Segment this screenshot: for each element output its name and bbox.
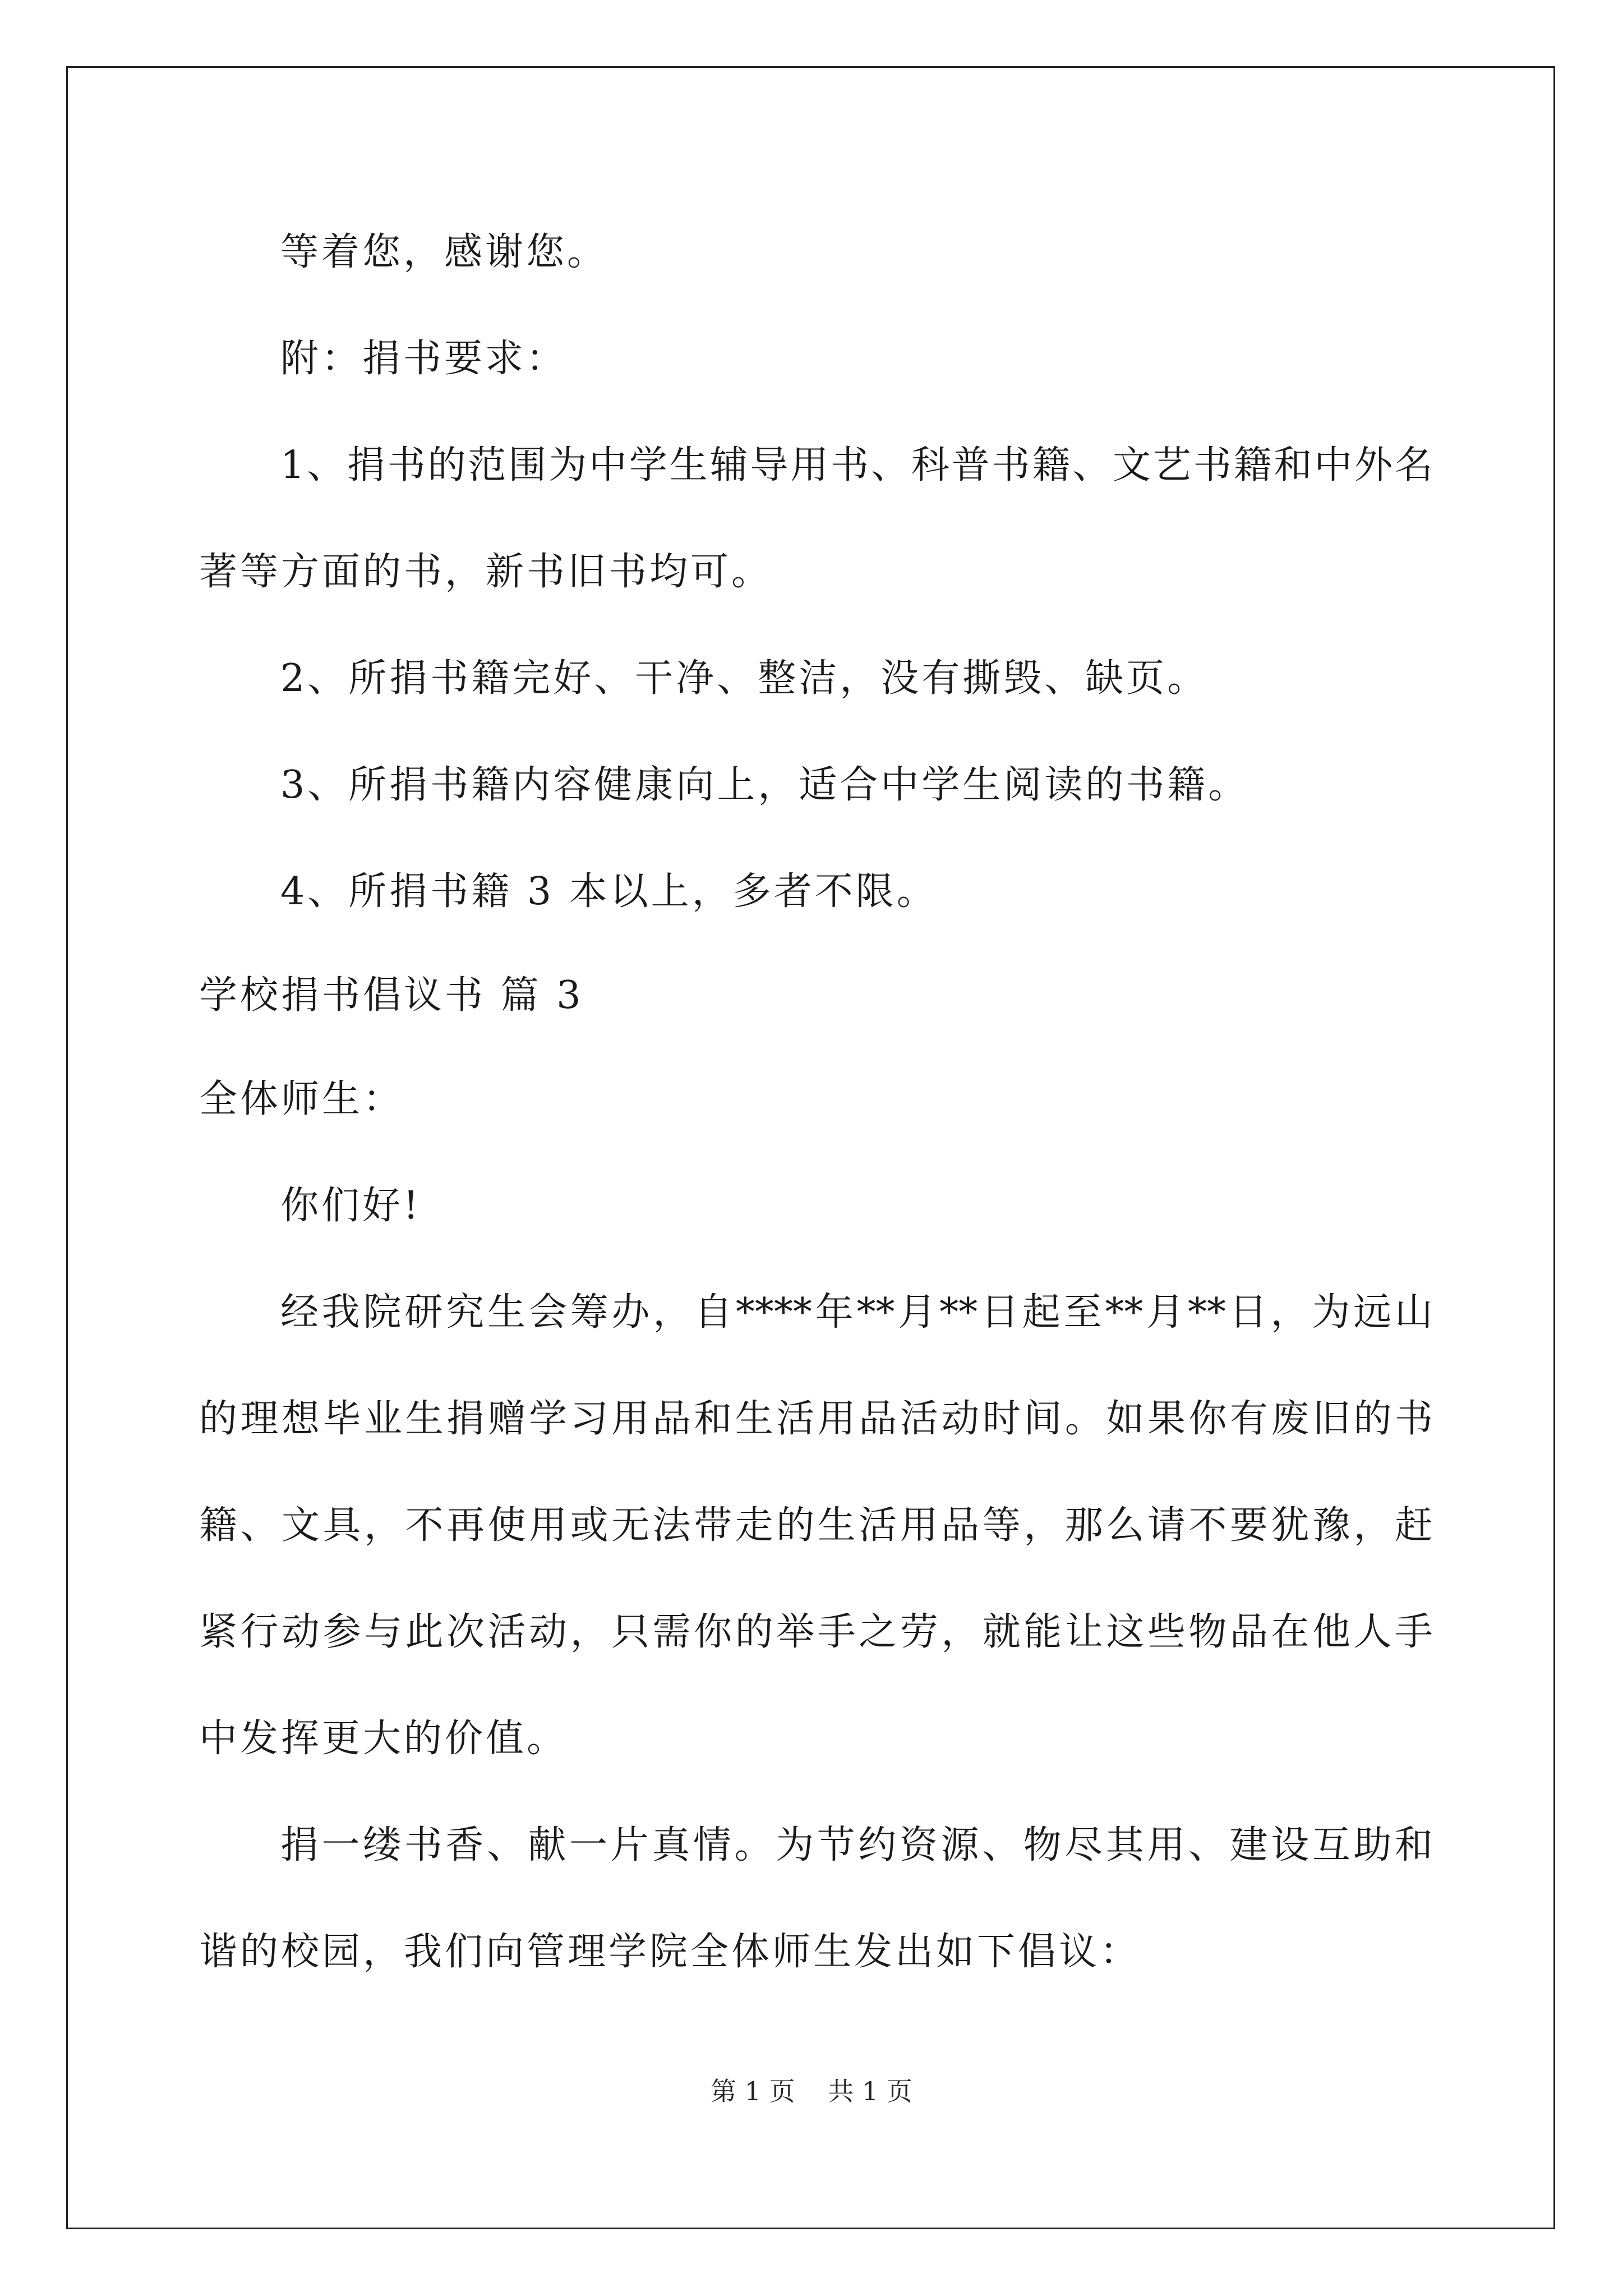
section-heading: 学校捐书倡议书 篇 3 — [199, 973, 584, 1018]
paragraph-requirement-1-cont: 著等方面的书，新书旧书均可。 — [199, 550, 773, 594]
paragraph-requirement-3: 3、所捐书籍内容健康向上，适合中学生阅读的书籍。 — [280, 763, 1249, 807]
paragraph-body-2-line-1: 捐一缕书香、献一片真情。为节约资源、物尽其用、建设互助和 — [280, 1823, 1433, 1867]
page-footer — [0, 2076, 1623, 2107]
paragraph-body-2-line-2: 谐的校园，我们向管理学院全体师生发出如下倡议： — [199, 1930, 1141, 1974]
paragraph-body-1-line-4: 紧行动参与此次活动，只需你的举手之劳，就能让这些物品在他人手 — [199, 1610, 1433, 1654]
paragraph-requirement-1: 1、捐书的范围为中学生辅导用书、科普书籍、文艺书籍和中外名 — [280, 443, 1433, 487]
paragraph-body-1-line-5: 中发挥更大的价值。 — [199, 1717, 568, 1761]
paragraph-body-1-line-3: 籍、文具，不再使用或无法带走的生活用品等，那么请不要犹豫，赶 — [199, 1503, 1433, 1548]
page-total: 共 1 页 — [828, 2076, 912, 2106]
paragraph-body-1-line-1: 经我院研究生会筹办，自****年**月**日起至**月**日，为远山 — [280, 1290, 1433, 1335]
paragraph-requirement-4: 4、所捐书籍 3 本以上，多者不限。 — [280, 869, 938, 914]
page-number: 第 1 页 — [711, 2076, 795, 2106]
greeting: 你们好! — [280, 1184, 422, 1228]
paragraph-closing: 等着您，感谢您。 — [280, 230, 608, 274]
paragraph-requirement-2: 2、所捐书籍完好、干净、整洁，没有撕毁、缺页。 — [280, 656, 1209, 701]
page-border — [66, 66, 1555, 2229]
paragraph-body-1-line-2: 的理想毕业生捐赠学习用品和生活用品活动时间。如果你有废旧的书 — [199, 1397, 1433, 1441]
salutation: 全体师生： — [199, 1077, 404, 1121]
paragraph-appendix-heading: 附：捐书要求： — [280, 337, 568, 381]
